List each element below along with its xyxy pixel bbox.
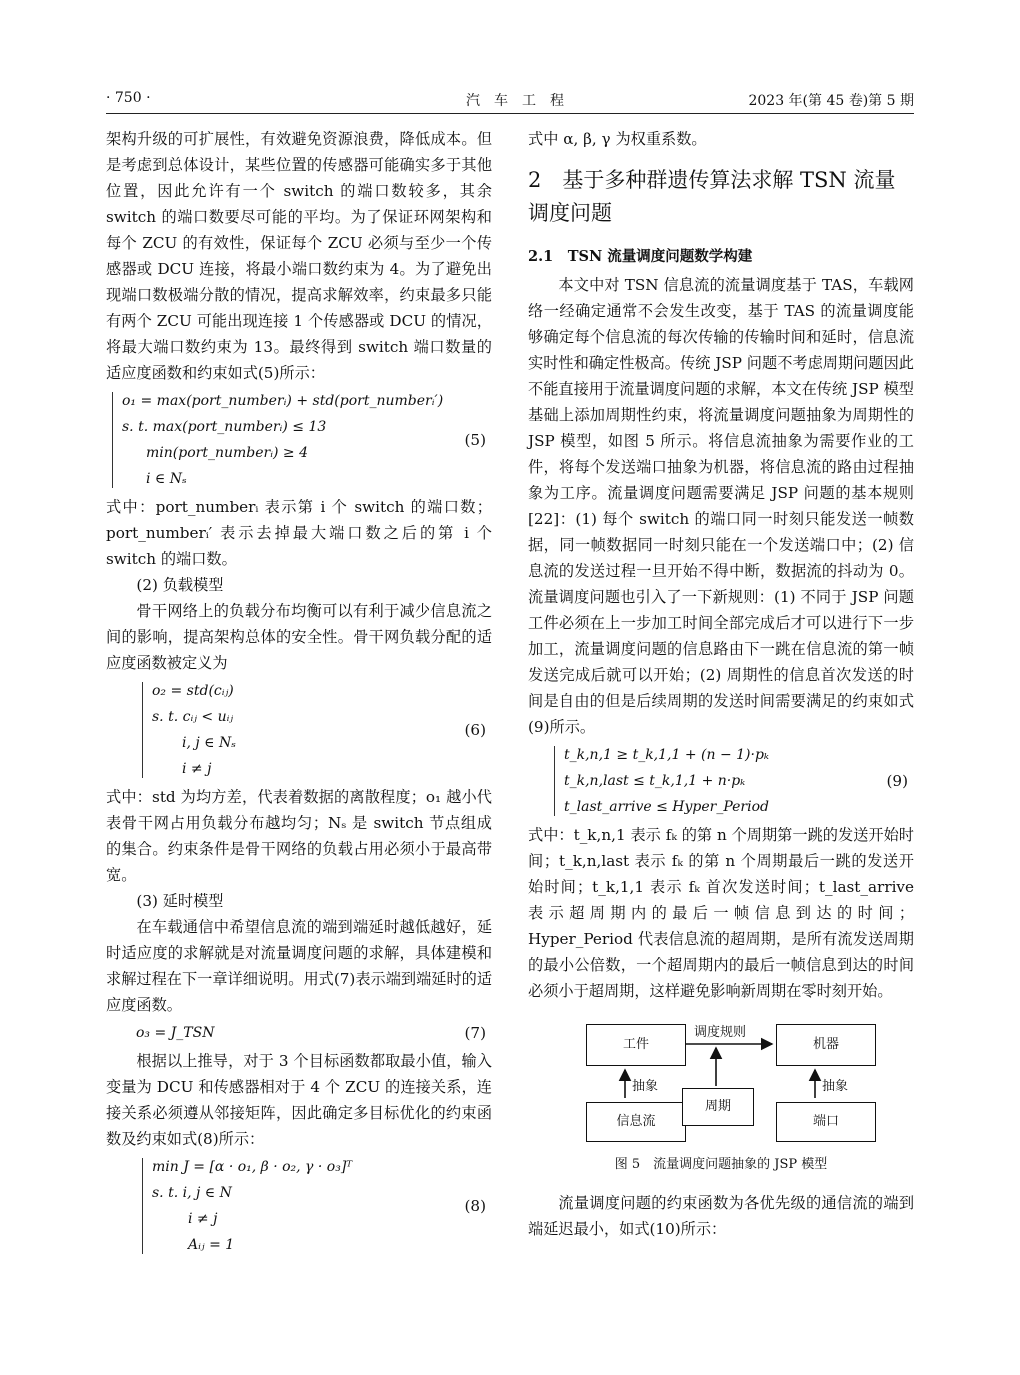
- equation-line: i ≠ j: [182, 761, 212, 777]
- abstract-label: 抽象: [822, 1079, 849, 1094]
- paragraph: 式中：std 为均方差，代表着数据的离散程度；o₁ 越小代表骨干网占用负载分布越均匀；Nₛ 是 switch 节点组成的集合。约束条件是骨干网络的负载占用必须小于最高带宽。: [106, 788, 492, 884]
- equation-line: s. t. max(port_numberᵢ) ≤ 13: [122, 419, 327, 435]
- page-number: · 750 ·: [106, 90, 151, 106]
- right-column: [528, 126, 914, 1242]
- workpiece-box: [586, 1024, 686, 1066]
- brace: [112, 392, 119, 488]
- paragraph: 在车载通信中希望信息流的端到端延时越低越好，延时适应度的求解就是对流量调度问题的求解，具体建模和求解过程在下一章详细说明。用式(7)表示端到端延时的适应度函数。: [106, 918, 493, 1014]
- brace: [142, 682, 149, 778]
- paragraph: 式中 α, β, γ 为权重系数。: [528, 130, 707, 148]
- equation-8: [136, 1154, 492, 1258]
- machine-box: [776, 1024, 876, 1066]
- equation-line: s. t. cᵢⱼ < uᵢⱼ: [152, 709, 234, 725]
- paragraph: 式中：t_k,n,1 表示 fₖ 的第 n 个周期第一跳的发送开始时间；t_k,n,last 表示 fₖ 的第 n 个周期最后一跳的发送开始时间；t_k,1,1 表示 fₖ 首次发送时间；t_last_arrive 表示超周期内的最后一帧信息到达的时间；Hyper_Period 代表信息流的超周期，是所有流发送周期的最小公倍数，一个超周期内的最后一帧信息到达的时间必须小于超周期，这样避免影响新周期在零时刻开始。: [528, 826, 914, 1000]
- brace: [554, 746, 561, 816]
- equation-line: o₂ = std(cᵢⱼ): [152, 683, 234, 699]
- equation-line: o₁ = max(port_numberᵢ) + std(port_numberᵢ′): [122, 393, 444, 409]
- box-label: 工件: [622, 1037, 649, 1052]
- equation-line: min J = [α · o₁, β · o₂, γ · o₃]ᵀ: [152, 1159, 353, 1175]
- rule-label: 调度规则: [694, 1025, 747, 1040]
- left-column: [106, 126, 492, 1260]
- equation-line: i ∈ Nₛ: [146, 471, 187, 487]
- flow-box: [586, 1102, 686, 1142]
- subheading: (3) 延时模型: [136, 892, 224, 910]
- box-label: 周期: [704, 1099, 731, 1114]
- equation-line: min(port_numberᵢ) ≥ 4: [146, 445, 309, 461]
- header-rule: [106, 113, 914, 114]
- figure-5: [528, 1018, 914, 1142]
- equation-line: t_k,n,1 ≥ t_k,1,1 + (n − 1)·pₖ: [564, 747, 770, 763]
- equation-line: o₃ = J_TSN: [136, 1025, 215, 1041]
- figure-caption: 图 5 流量调度问题抽象的 JSP 模型: [614, 1157, 828, 1172]
- paragraph: 根据以上推导，对于 3 个目标函数都取最小值，输入变量为 DCU 和传感器相对于 4 个 ZCU 的连接关系，连接关系必须遵从邻接矩阵，因此确定多目标优化的约束函数及约束如式(8)所示：: [106, 1052, 492, 1148]
- journal-name: 汽 车 工 程: [466, 93, 564, 109]
- equation-line: i, j ∈ Nₛ: [182, 735, 236, 751]
- period-box: [682, 1088, 754, 1126]
- equation-line: t_last_arrive ≤ Hyper_Period: [564, 799, 769, 815]
- equation-number: (8): [464, 1197, 486, 1215]
- issue-info: 2023 年(第 45 卷)第 5 期: [748, 93, 914, 109]
- equation-number: (9): [886, 772, 908, 790]
- box-label: 信息流: [616, 1114, 656, 1129]
- brace: [142, 1158, 149, 1254]
- equation-6: [136, 678, 492, 782]
- equation-number: (7): [464, 1024, 486, 1042]
- section-heading: 2 基于多种群遗传算法求解 TSN 流量调度问题: [528, 168, 896, 225]
- equation-line: s. t. i, j ∈ N: [152, 1185, 232, 1201]
- box-label: 机器: [812, 1037, 839, 1052]
- equation-7: [136, 1020, 492, 1046]
- box-label: 端口: [812, 1114, 839, 1129]
- subheading: (2) 负载模型: [136, 576, 224, 594]
- equation-line: Aᵢⱼ = 1: [188, 1237, 235, 1253]
- equation-number: (6): [464, 721, 486, 739]
- paragraph: 骨干网络上的负载分布均衡可以有利于减少信息流之间的影响，提高架构总体的安全性。骨干网负载分配的适应度函数被定义为: [106, 602, 492, 672]
- paragraph: 架构升级的可扩展性，有效避免资源浪费，降低成本。但是考虑到总体设计，某些位置的传感器可能确实多于其他位置，因此允许有一个 switch 的端口数较多，其余 switch 的端口数要尽可能的平均。为了保证环网架构和每个 ZCU 的有效性，保证每个 ZCU 必须与至少一个传感器或 DCU 连接，将最小端口数约束为 4。为了避免出现端口数极端分散的情况，提高求解效率，约束最多只能有两个 ZCU 可能出现连接 1 个传感器或 DCU 的情况，将最大端口数约束为 13。最终得到 switch 端口数量的适应度函数和约束如式(5)所示：: [106, 130, 492, 382]
- equation-line: i ≠ j: [188, 1211, 218, 1227]
- subsection-heading: 2.1 TSN 流量调度问题数学构建: [528, 248, 753, 265]
- equation-number: (5): [464, 431, 486, 449]
- equation-5: [106, 388, 492, 492]
- abstract-label: 抽象: [632, 1079, 659, 1094]
- paragraph: 本文中对 TSN 信息流的流量调度基于 TAS，车载网络一经确定通常不会发生改变，基于 TAS 的流量调度能够确定每个信息流的每次传输的传输时间和延时，信息流实时性和确定性极高。传统 JSP 问题不考虑周期问题因此不能直接用于流量调度问题的求解，本文在传统 JSP 模型基础上添加周期性约束，将流量调度问题抽象为周期性的 JSP 模型，如图 5 所示。将信息流抽象为需要作业的工件，将每个发送端口抽象为机器，将信息流的路由过程抽象为工序。流量调度问题需要满足 JSP 问题的基本规则[22]：(1) 每个 switch 的端口同一时刻只能发送一帧数据，同一帧数据同一时刻只能在一个发送端口中；(2) 信息流的发送过程一旦开始不得中断，数据流的抖动为 0。流量调度问题也引入了一下新规则：(1) 不同于 JSP 问题工件必须在上一步加工时间全部完成后才可以进行下一步加工，流量调度问题的信息路由下一跳在信息流的第一帧发送完成后就可以开始；(2) 周期性的信息首次发送的时间是自由的但是后续周期的发送时间需要满足的约束如式(9)所示。: [528, 276, 914, 736]
- paragraph: 流量调度问题的约束函数为各优先级的通信流的端到端延迟最小，如式(10)所示：: [528, 1194, 914, 1238]
- port-box: [776, 1102, 876, 1142]
- equation-9: [548, 742, 914, 820]
- equation-line: t_k,n,last ≤ t_k,1,1 + n·pₖ: [564, 773, 746, 789]
- paragraph: 式中：port_numberᵢ 表示第 i 个 switch 的端口数；port_numberᵢ′ 表示去掉最大端口数之后的第 i 个 switch 的端口数。: [106, 498, 492, 568]
